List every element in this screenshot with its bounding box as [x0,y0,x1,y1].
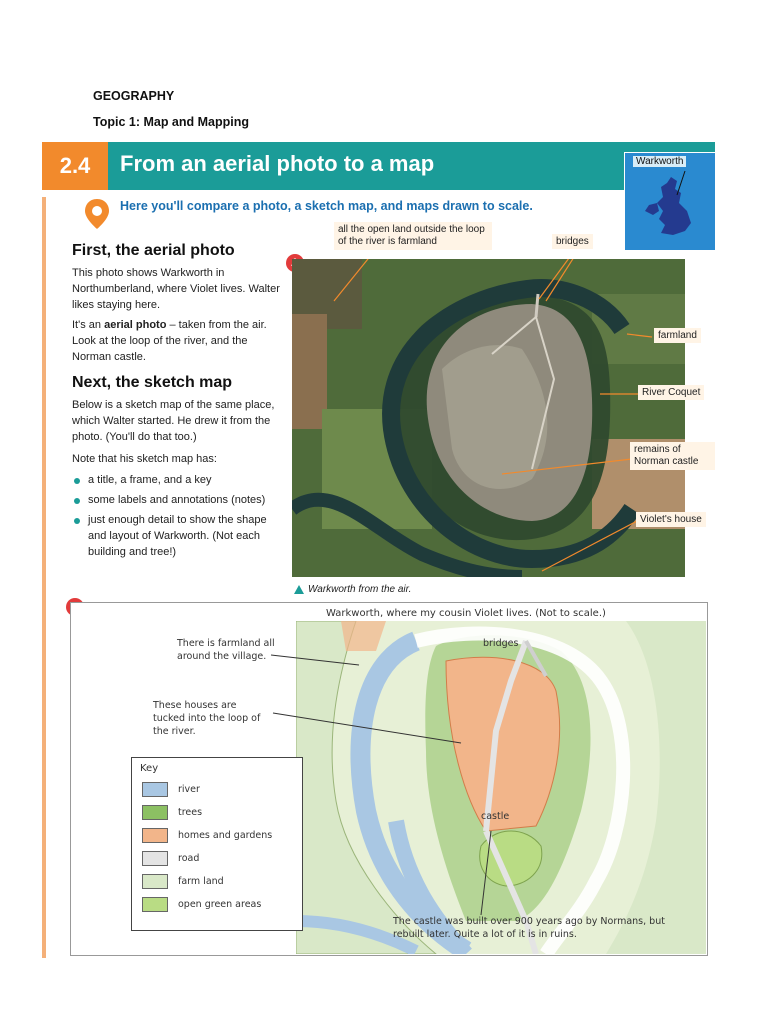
page-edge-strip [42,197,46,958]
trees-swatch [142,805,168,820]
key-item-farmland: farm land [142,874,224,888]
subject-heading: GEOGRAPHY [93,89,175,103]
label-bridges: bridges [552,234,593,249]
label-violets-house: Violet's house [636,512,706,527]
river-swatch [142,782,168,797]
aerial-photo [292,259,685,577]
key-item-homes: homes and gardens [142,828,272,842]
sketch-label-castle: castle [481,811,510,822]
list-item: some labels and annotations (notes) [72,492,287,508]
label-farmland-outside: all the open land outside the loop of the river is farmland [334,222,492,250]
label-norman-castle: remains of Norman castle [630,442,715,470]
key-title: Key [140,763,159,774]
list-item: a title, a frame, and a key [72,472,287,488]
caption-triangle-icon [294,585,304,595]
label-farmland: farmland [654,328,701,343]
photo-caption: Warkworth from the air. [308,584,412,595]
map-key [131,757,303,931]
uk-outline-icon [625,153,715,250]
list-item: just enough detail to show the shape and layout of Warkworth. (Not each building and tree!) [72,512,287,560]
sketch-paragraph-1: Below is a sketch map of the same place, which Walter started. He drew it from the photo. (You'll do that too.) [72,399,275,443]
aerial-paragraph-2: It's an aerial photo – taken from the air. Look at the loop of the river, and the Norman castle. [72,319,267,363]
key-item-open-green: open green areas [142,897,261,911]
key-item-river: river [142,782,200,796]
label-river-coquet: River Coquet [638,385,704,400]
lesson-title: From an aerial photo to a map [120,151,435,176]
sketch-map [70,602,708,956]
open-green-swatch [142,897,168,912]
sketch-label-bridges: bridges [483,638,519,649]
lesson-banner [42,142,715,190]
sketch-label-farmland: There is farmland all around the village. [177,638,275,662]
textbook-page [42,142,715,958]
sketch-paragraph-2: Note that his sketch map has: [72,453,217,465]
sketch-label-castle-note: The castle was built over 900 years ago by Normans, but rebuilt later. Quite a lot of it is in ruins. [393,916,665,940]
uk-locator-map [624,152,715,251]
road-swatch [142,851,168,866]
locator-label: Warkworth [633,156,686,167]
homes-swatch [142,828,168,843]
section-heading-sketch: Next, the sketch map [72,374,233,391]
sketch-label-houses: These houses are tucked into the loop of the river. [153,700,261,737]
key-item-road: road [142,851,199,865]
farmland-swatch [142,874,168,889]
lesson-intro: Here you'll compare a photo, a sketch map, and maps drawn to scale. [120,199,533,213]
aerial-paragraph-1: This photo shows Warkworth in Northumberland, where Violet lives. Walter likes staying here. [72,267,280,311]
sketch-map-title: Warkworth, where my cousin Violet lives. (Not to scale.) [326,608,606,619]
location-pin-icon [84,197,110,231]
section-heading-aerial: First, the aerial photo [72,242,235,259]
sketch-features-list [72,472,287,564]
key-item-trees: trees [142,805,202,819]
topic-heading: Topic 1: Map and Mapping [93,115,250,129]
lesson-number: 2.4 [42,142,108,190]
